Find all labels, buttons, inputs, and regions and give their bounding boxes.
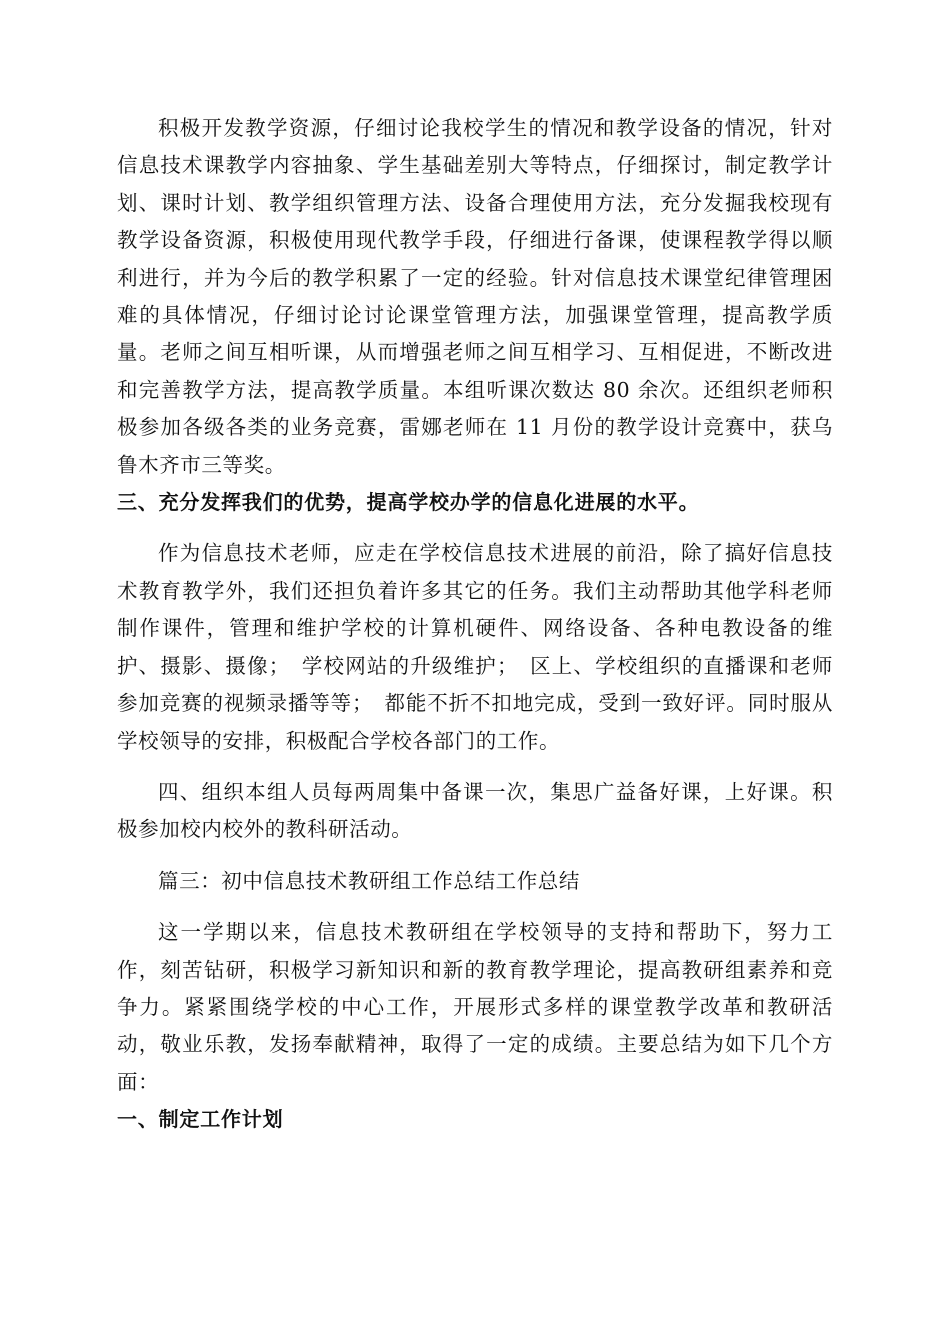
paragraph-part-three-title: 篇三：初中信息技术教研组工作总结工作总结 — [158, 868, 580, 893]
document-body — [117, 110, 833, 1139]
paragraph-semester-summary: 这一学期以来，信息技术教研组在学校领导的支持和帮助下，努力工作，刻苦钻研，积极学习新知识和新的教育教学理论，提高教研组素养和竞争力。紧紧围绕学校的中心工作，开展形式多样的课堂教学改革和教研活动，敬业乐教，发扬奉献精神，取得了一定的成绩。主要总结为如下几个方面： — [117, 920, 833, 1094]
paragraph-it-advantages: 作为信息技术老师，应走在学校信息技术进展的前沿，除了搞好信息技术教育教学外，我们还担负着许多其它的任务。我们主动帮助其他学科老师制作课件，管理和维护学校的计算机硬件、网络设备、各种电教设备的维护、摄影、摄像； 学校网站的升级维护； 区上、学校组织的直播课和老师参加竞赛的视频录播等等； 都能不折不扣地完成，受到一致好评。同时服从学校领导的安排，积极配合学校各部门的工作。 — [117, 541, 833, 753]
section-heading-1: 一、制定工作计划 — [117, 1107, 284, 1132]
section-heading-3: 三、充分发挥我们的优势，提高学校办学的信息化进展的水平。 — [117, 490, 700, 515]
paragraph-collective-lesson-prep: 四、组织本组人员每两周集中备课一次，集思广益备好课，上好课。积极参加校内校外的教科研活动。 — [117, 779, 833, 842]
paragraph-teaching-resources: 积极开发教学资源，仔细讨论我校学生的情况和教学设备的情况，针对信息技术课教学内容抽象、学生基础差别大等特点，仔细探讨，制定教学计划、课时计划、教学组织管理方法、设备合理使用方法，充分发掘我校现有教学设备资源，积极使用现代教学手段，仔细进行备课，使课程教学得以顺利进行，并为今后的教学积累了一定的经验。针对信息技术课堂纪律管理困难的具体情况，仔细讨论讨论课堂管理方法，加强课堂管理，提高教学质量。老师之间互相听课，从而增强老师之间互相学习、互相促进，不断改进和完善教学方法，提高教学质量。本组听课次数达 80 余次。还组织老师积极参加各级各类的业务竞赛，雷娜老师在 11 月份的教学设计竞赛中，获乌鲁木齐市三等奖。 — [117, 116, 833, 477]
